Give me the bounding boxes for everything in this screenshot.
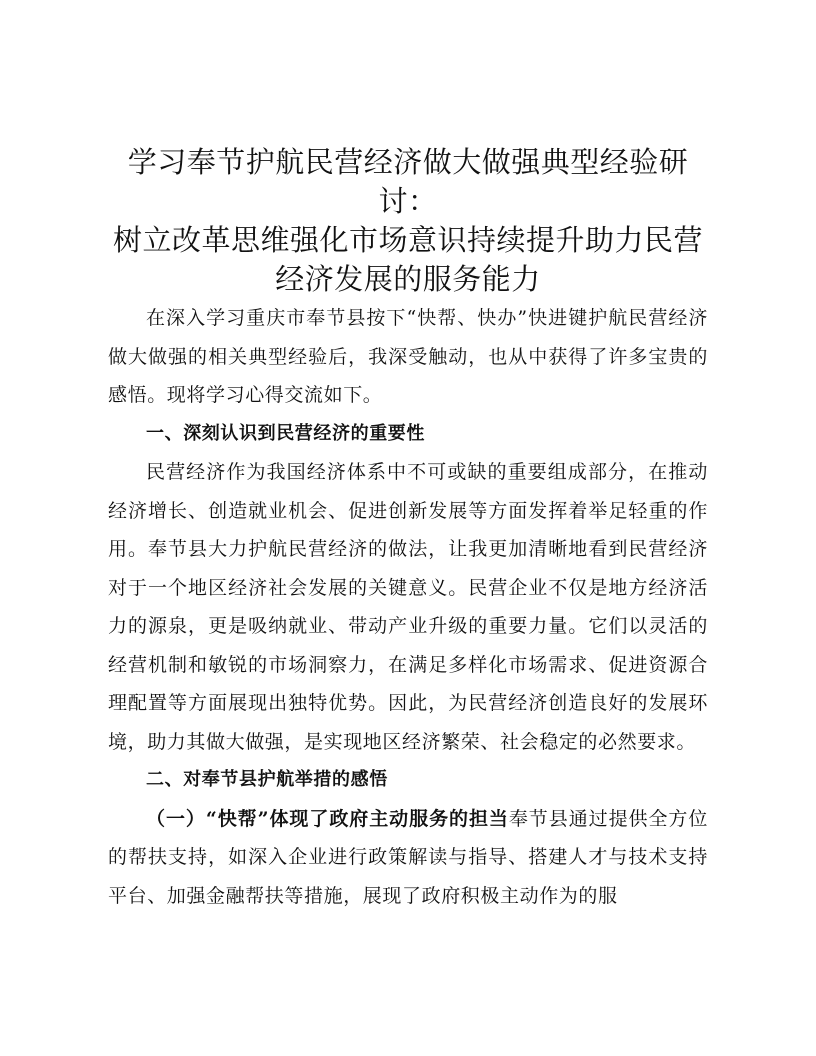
title-line-1: 学习奉节护航民营经济做大做强典型经验研讨： — [127, 145, 689, 218]
document-page — [108, 143, 708, 915]
section-2-paragraph — [108, 800, 708, 916]
document-title — [108, 143, 708, 299]
section-1-paragraph: 民营经济作为我国经济体系中不可或缺的重要组成部分，在推动经济增长、创造就业机会、促进创新发展等方面发挥着举足轻重的作用。奉节县大力护航民营经济的做法，让我更加清晰地看到民营经济对于一个地区经济社会发展的关键意义。民营企业不仅是地方经济活力的源泉，更是吸纳就业、带动产业升级的重要力量。它们以灵活的经营机制和敏锐的市场洞察力，在满足多样化市场需求、促进资源合理配置等方面展现出独特优势。因此，为民营经济创造良好的发展环境，助力其做大做强，是实现地区经济繁荣、社会稳定的必然要求。 — [108, 461, 708, 753]
title-line-3: 经济发展的服务能力 — [275, 262, 541, 296]
title-line-2: 树立改革思维强化市场意识持续提升助力民营 — [112, 223, 703, 257]
section-2-paragraph-text: 奉节县通过提供全方位的帮扶支持，如深入企业进行政策解读与指导、搭建人才与技术支持平台、加强金融帮扶等措施，展现了政府积极主动作为的服 — [108, 807, 708, 907]
section-2-heading: 二、对奉节县护航举措的感悟 — [146, 769, 388, 790]
intro-paragraph: 在深入学习重庆市奉节县按下“快帮、快办”快进键护航民营经济做大做强的相关典型经验后，我深受触动，也从中获得了许多宝贵的感悟。现将学习心得交流如下。 — [108, 307, 708, 406]
section-1-heading: 一、深刻认识到民营经济的重要性 — [146, 422, 425, 444]
section-2-subheading: （一）“快帮”体现了政府主动服务的担当 — [146, 807, 509, 830]
